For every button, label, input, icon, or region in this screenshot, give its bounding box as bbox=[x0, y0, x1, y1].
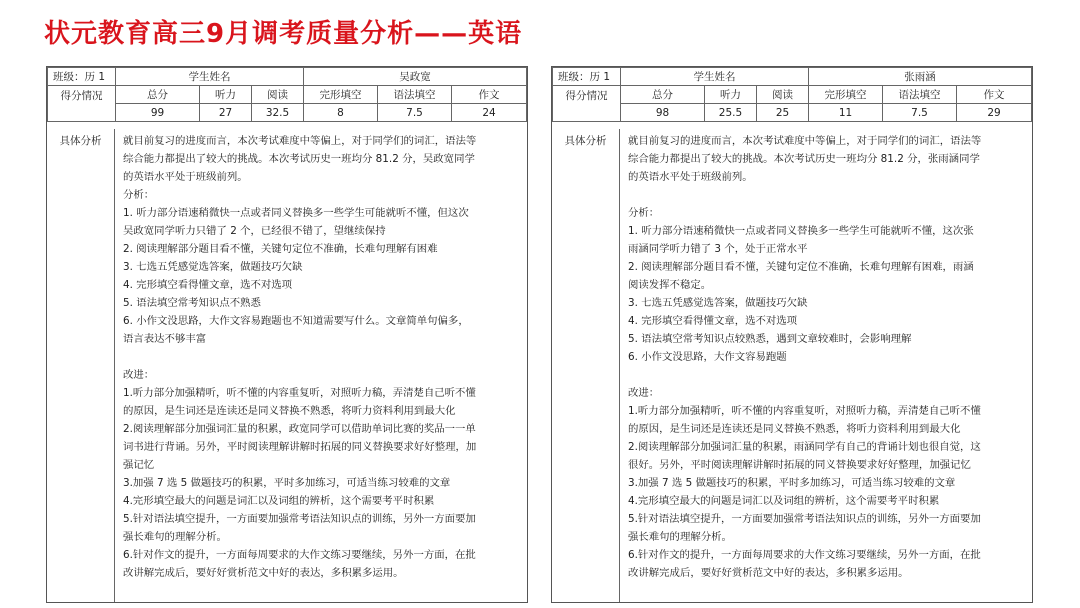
header-reading: 阅读 bbox=[757, 86, 809, 104]
text-line: 综合能力都提出了较大的挑战。本次考试历史一班均分 81.2 分，吴政宽同学 bbox=[123, 153, 475, 165]
text-line: 3. 七选五凭感觉选答案，做题技巧欠缺 bbox=[628, 297, 808, 309]
text-line: 2.阅读理解部分加强词汇量的积累，雨涵同学有自己的背诵计划也很自觉，这 bbox=[628, 441, 981, 453]
text-line: 改进： bbox=[628, 387, 660, 399]
score-reading: 25 bbox=[757, 104, 809, 122]
student-name: 吴政宽 bbox=[304, 68, 527, 86]
header-cloze: 完形填空 bbox=[809, 86, 883, 104]
header-grammar: 语法填空 bbox=[378, 86, 452, 104]
text-line: 3. 七选五凭感觉选答案，做题技巧欠缺 bbox=[123, 261, 303, 273]
text-line: 6.针对作文的提升，一方面每周要求的大作文练习要继续，另外一方面，在批 bbox=[123, 549, 476, 561]
student-name-label: 学生姓名 bbox=[116, 68, 304, 86]
text-line: 4. 完形填空看得懂文章，选不对选项 bbox=[123, 279, 293, 291]
score-label: 得分情况 bbox=[48, 86, 116, 122]
detail-section bbox=[47, 129, 527, 602]
blank-line bbox=[123, 348, 521, 366]
header-grammar: 语法填空 bbox=[883, 86, 957, 104]
text-line: 1.听力部分加强精听，听不懂的内容重复听，对照听力稿，弄清楚自己听不懂 bbox=[123, 387, 476, 399]
text-line: 就目前复习的进度而言，本次考试难度中等偏上，对于同学们的词汇，语法等 bbox=[628, 135, 982, 147]
text-line: 1. 听力部分语速稍微快一点或者同义替换多一些学生可能就听不懂，但这次 bbox=[123, 207, 469, 219]
text-line: 很好。另外，平时阅读理解讲解时拓展的同义替换要求好好整理，加强记忆 bbox=[628, 459, 971, 471]
text-line: 的英语水平处于班级前列。 bbox=[628, 171, 753, 183]
text-line: 就目前复习的进度而言，本次考试难度中等偏上，对于同学们的词汇，语法等 bbox=[123, 135, 477, 147]
text-line: 5. 语法填空常考知识点不熟悉 bbox=[123, 297, 261, 309]
text-line: 雨涵同学听力错了 3 个，处于正常水平 bbox=[628, 243, 808, 255]
text-line: 4. 完形填空看得懂文章，选不对选项 bbox=[628, 315, 798, 327]
text-line: 改讲解完成后，要好好赏析范文中好的表达，多积累多运用。 bbox=[123, 567, 404, 579]
table-row bbox=[48, 68, 527, 86]
text-line: 3.加强 7 选 5 做题技巧的积累，平时多加练习，可适当练习较难的文章 bbox=[123, 477, 451, 489]
text-line: 强长难句的理解分析。 bbox=[628, 531, 732, 543]
blank-line bbox=[628, 186, 1026, 204]
text-line: 的英语水平处于班级前列。 bbox=[123, 171, 248, 183]
text-line: 2. 阅读理解部分题目看不懂，关键句定位不准确，长难句理解有困难 bbox=[123, 243, 438, 255]
text-line: 4.完形填空最大的问题是词汇以及词组的辨析，这个需要考平时积累 bbox=[123, 495, 435, 507]
text-line: 5. 语法填空常考知识点较熟悉，遇到文章较难时，会影响理解 bbox=[628, 333, 912, 345]
table-row bbox=[553, 104, 1032, 122]
text-line: 改进： bbox=[123, 369, 155, 381]
detail-label: 具体分析 bbox=[47, 129, 115, 602]
text-line: 语言表达不够丰富 bbox=[123, 333, 207, 345]
page-title: 状元教育高三9月调考质量分析——英语 bbox=[44, 19, 523, 49]
header-writing: 作文 bbox=[452, 86, 527, 104]
detail-section bbox=[552, 129, 1032, 602]
text-line: 综合能力都提出了较大的挑战。本次考试历史一班均分 81.2 分，张雨涵同学 bbox=[628, 153, 980, 165]
score-table bbox=[47, 67, 527, 122]
text-line: 1.听力部分加强精听，听不懂的内容重复听，对照听力稿，弄清楚自己听不懂 bbox=[628, 405, 981, 417]
text-line: 6.针对作文的提升，一方面每周要求的大作文练习要继续，另外一方面，在批 bbox=[628, 549, 981, 561]
table-row bbox=[553, 68, 1032, 86]
text-line: 4.完形填空最大的问题是词汇以及词组的辨析，这个需要考平时积累 bbox=[628, 495, 940, 507]
text-line: 强长难句的理解分析。 bbox=[123, 531, 227, 543]
text-line: 吴政宽同学听力只错了 2 个，已经很不错了，望继续保持 bbox=[123, 225, 386, 237]
text-line: 6. 小作文没思路，大作文容易跑题也不知道需要写什么。文章简单句偏多， bbox=[123, 315, 469, 327]
text-line: 阅读发挥不稳定。 bbox=[628, 279, 712, 291]
student-name: 张雨涵 bbox=[809, 68, 1032, 86]
score-grammar: 7.5 bbox=[883, 104, 957, 122]
score-label: 得分情况 bbox=[553, 86, 621, 122]
text-line: 分析： bbox=[628, 207, 660, 219]
header-listening: 听力 bbox=[705, 86, 757, 104]
score-writing: 29 bbox=[957, 104, 1032, 122]
score-total: 99 bbox=[116, 104, 200, 122]
score-reading: 32.5 bbox=[252, 104, 304, 122]
header-total: 总分 bbox=[621, 86, 705, 104]
detail-text bbox=[628, 132, 1026, 582]
blank-line bbox=[628, 366, 1026, 384]
table-row bbox=[48, 104, 527, 122]
text-line: 5.针对语法填空提升，一方面要加强常考语法知识点的训练，另外一方面要加 bbox=[123, 513, 476, 525]
table-row bbox=[553, 86, 1032, 104]
student-name-label: 学生姓名 bbox=[621, 68, 809, 86]
header-writing: 作文 bbox=[957, 86, 1032, 104]
text-line: 2. 阅读理解部分题目看不懂，关键句定位不准确，长难句理解有困难，雨涵 bbox=[628, 261, 974, 273]
score-listening: 25.5 bbox=[705, 104, 757, 122]
table-row bbox=[48, 86, 527, 104]
text-line: 2.阅读理解部分加强词汇量的积累，政宽同学可以借助单词比赛的奖品一一单 bbox=[123, 423, 476, 435]
score-table bbox=[552, 67, 1032, 122]
text-line: 5.针对语法填空提升，一方面要加强常考语法知识点的训练，另外一方面要加 bbox=[628, 513, 981, 525]
detail-label: 具体分析 bbox=[552, 129, 620, 602]
text-line: 6. 小作文没思路，大作文容易跑题 bbox=[628, 351, 787, 363]
score-listening: 27 bbox=[200, 104, 252, 122]
header-cloze: 完形填空 bbox=[304, 86, 378, 104]
student-report-right bbox=[551, 66, 1033, 603]
text-line: 的原因，是生词还是连读还是同义替换不熟悉，将听力资料利用到最大化 bbox=[123, 405, 456, 417]
detail-text bbox=[123, 132, 521, 582]
score-grammar: 7.5 bbox=[378, 104, 452, 122]
header-total: 总分 bbox=[116, 86, 200, 104]
score-cloze: 11 bbox=[809, 104, 883, 122]
header-reading: 阅读 bbox=[252, 86, 304, 104]
text-line: 3.加强 7 选 5 做题技巧的积累，平时多加练习，可适当练习较难的文章 bbox=[628, 477, 956, 489]
class-label: 班级：历 1 bbox=[48, 68, 116, 86]
text-line: 的原因，是生词还是连读还是同义替换不熟悉，将听力资料利用到最大化 bbox=[628, 423, 961, 435]
text-line: 分析： bbox=[123, 189, 155, 201]
text-line: 改讲解完成后，要好好赏析范文中好的表达，多积累多运用。 bbox=[628, 567, 909, 579]
score-writing: 24 bbox=[452, 104, 527, 122]
text-line: 1. 听力部分语速稍微快一点或者同义替换多一些学生可能就听不懂，这次张 bbox=[628, 225, 974, 237]
score-total: 98 bbox=[621, 104, 705, 122]
score-cloze: 8 bbox=[304, 104, 378, 122]
student-report-left bbox=[46, 66, 528, 603]
header-listening: 听力 bbox=[200, 86, 252, 104]
text-line: 强记忆 bbox=[123, 459, 155, 471]
class-label: 班级：历 1 bbox=[553, 68, 621, 86]
text-line: 词书进行背诵。另外，平时阅读理解讲解时拓展的同义替换要求好好整理，加 bbox=[123, 441, 477, 453]
